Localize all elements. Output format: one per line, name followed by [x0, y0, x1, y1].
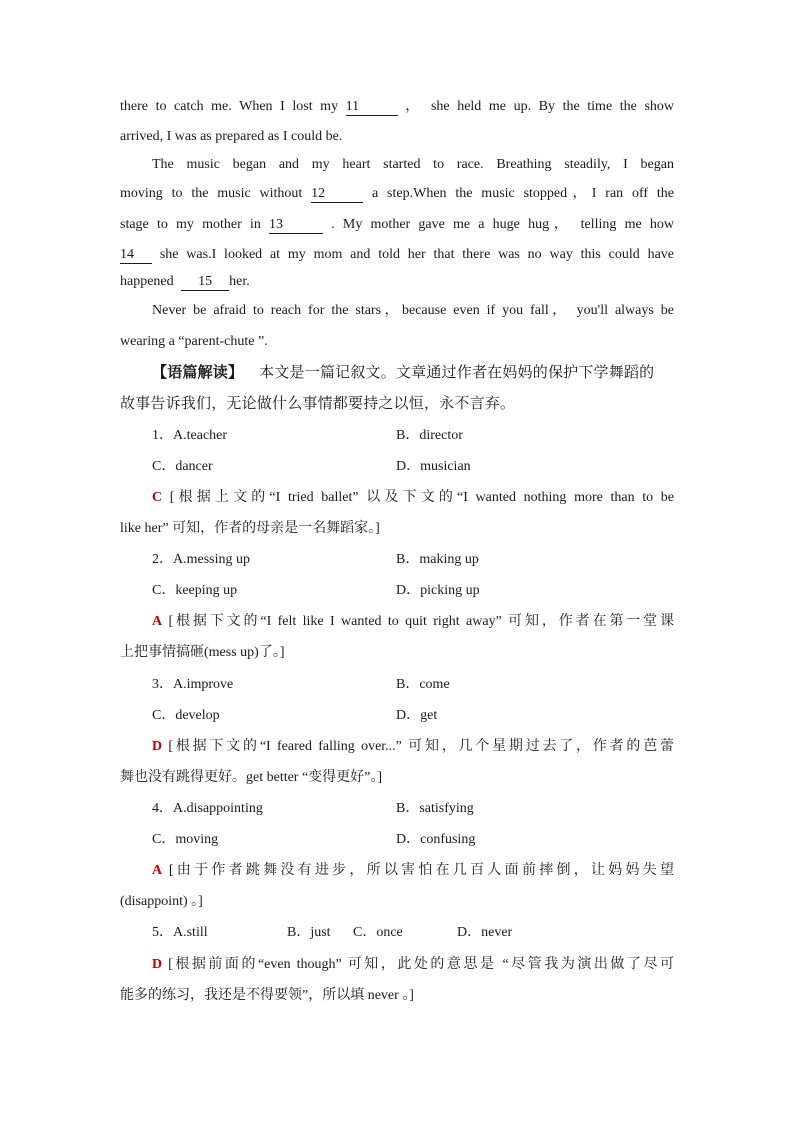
question-5-explanation: [152, 955, 674, 975]
analysis-line: 故事告诉我们，无论做什么事情都要持之以恒，永不言弃。: [120, 396, 516, 412]
blank-14: 14: [120, 247, 152, 264]
option-b: B．satisfying: [396, 801, 474, 816]
passage-line: [120, 272, 674, 292]
passage-line: Never be afraid to reach for the stars，because even if you fall， you'll always be: [152, 303, 674, 318]
question-number: 2．: [152, 552, 173, 567]
option-c: C．develop: [152, 708, 220, 723]
passage-line: [120, 215, 674, 235]
question-3-explanation-cont: 舞也没有跳得更好。get better “变得更好”。]: [120, 770, 383, 785]
question-1-explanation: [152, 488, 674, 508]
question-5-options-row: [152, 923, 706, 943]
option-b: B．come: [396, 677, 450, 692]
question-4-explanation-cont: (disappoint) 。]: [120, 894, 203, 909]
option-d: D．picking up: [396, 583, 480, 598]
passage-text: her.: [229, 274, 250, 289]
answer-letter: D: [152, 739, 163, 754]
option-d: D．get: [396, 708, 438, 723]
passage-text: stage to my mother in: [120, 217, 261, 232]
question-1-options-row2: [152, 457, 706, 477]
analysis-text: 本文是一篇记叙文。文章通过作者在妈妈的保护下学舞蹈的: [259, 365, 655, 381]
blank-12: 12: [311, 186, 363, 203]
blank-13: 13: [269, 217, 323, 234]
option-b: B．director: [396, 428, 463, 443]
option-a: A.disappointing: [173, 801, 263, 816]
option-c: C．once: [353, 925, 403, 940]
passage-line: wearing a “parent-chute ”.: [120, 334, 268, 349]
option-d: D．musician: [396, 459, 471, 474]
option-c: C．dancer: [152, 459, 213, 474]
answer-letter: D: [152, 957, 163, 972]
option-c: C．keeping up: [152, 583, 238, 598]
option-b: B．making up: [396, 552, 479, 567]
option-a: A.teacher: [173, 428, 228, 443]
passage-text: moving to the music without: [120, 186, 303, 201]
question-4-options-row1: [152, 799, 706, 819]
option-b: B．just: [287, 925, 331, 940]
explanation-text: [根据上文的“I tried ballet” 以及下文的“I wanted nothing more than to be: [169, 490, 675, 505]
question-2-options-row1: [152, 550, 706, 570]
option-d: D．never: [457, 925, 513, 940]
question-1-explanation-cont: like her” 可知，作者的母亲是一名舞蹈家。]: [120, 521, 380, 536]
passage-text: she was.I looked at my mom and told her that there was no way this could have: [159, 247, 675, 262]
passage-line: The music began and my heart started to race. Breathing steadily, I began: [152, 157, 674, 172]
analysis-line: [152, 363, 674, 383]
analysis-label: 【语篇解读】: [152, 365, 244, 381]
explanation-text: [由于作者跳舞没有进步，所以害怕在几百人面前摔倒，让妈妈失望: [168, 863, 674, 878]
question-5-explanation-cont: 能多的练习，我还是不得要领”，所以填 never 。]: [120, 988, 414, 1003]
question-3-explanation: [152, 737, 674, 757]
blank-11: 11: [346, 99, 398, 116]
question-number: 1．: [152, 428, 173, 443]
question-2-explanation: [152, 612, 674, 632]
passage-line: [120, 245, 674, 265]
question-4-explanation: [152, 861, 674, 881]
question-2-explanation-cont: 上把事情搞砸(mess up)了。]: [120, 645, 285, 660]
question-number: 3．: [152, 677, 173, 692]
option-d: D．confusing: [396, 832, 476, 847]
question-number: 5．: [152, 925, 173, 940]
passage-line: arrived, I was as prepared as I could be.: [120, 129, 343, 144]
question-1-options-row1: [152, 426, 706, 446]
passage-text: ， she held me up. By the time the show: [405, 99, 675, 114]
passage-text: there to catch me. When I lost my: [120, 99, 339, 114]
passage-text: happened: [120, 274, 174, 289]
option-a: A.still: [173, 925, 208, 940]
explanation-text: [根据前面的“even though” 可知，此处的意思是 “尽管我为演出做了尽可: [168, 957, 675, 972]
option-c: C．moving: [152, 832, 219, 847]
question-4-options-row2: [152, 830, 706, 850]
question-3-options-row2: [152, 706, 706, 726]
passage-line: [120, 184, 674, 204]
question-number: 4．: [152, 801, 173, 816]
option-a: A.messing up: [173, 552, 250, 567]
passage-text: . My mother gave me a huge hug， telling me how: [331, 217, 674, 232]
passage-text: a step.When the music stopped，I ran off the: [372, 186, 675, 201]
answer-letter: A: [152, 614, 163, 629]
question-2-options-row2: [152, 581, 706, 601]
answer-letter: C: [152, 490, 163, 505]
explanation-text: [根据下文的“I felt like I wanted to quit right away” 可知，作者在第一堂课: [168, 614, 675, 629]
question-3-options-row1: [152, 675, 706, 695]
answer-letter: A: [152, 863, 163, 878]
passage-line: [120, 97, 674, 117]
blank-15: 15: [181, 274, 229, 291]
explanation-text: [根据下文的“I feared falling over...” 可知，几个星期过去了，作者的芭蕾: [168, 739, 674, 754]
option-a: A.improve: [173, 677, 234, 692]
